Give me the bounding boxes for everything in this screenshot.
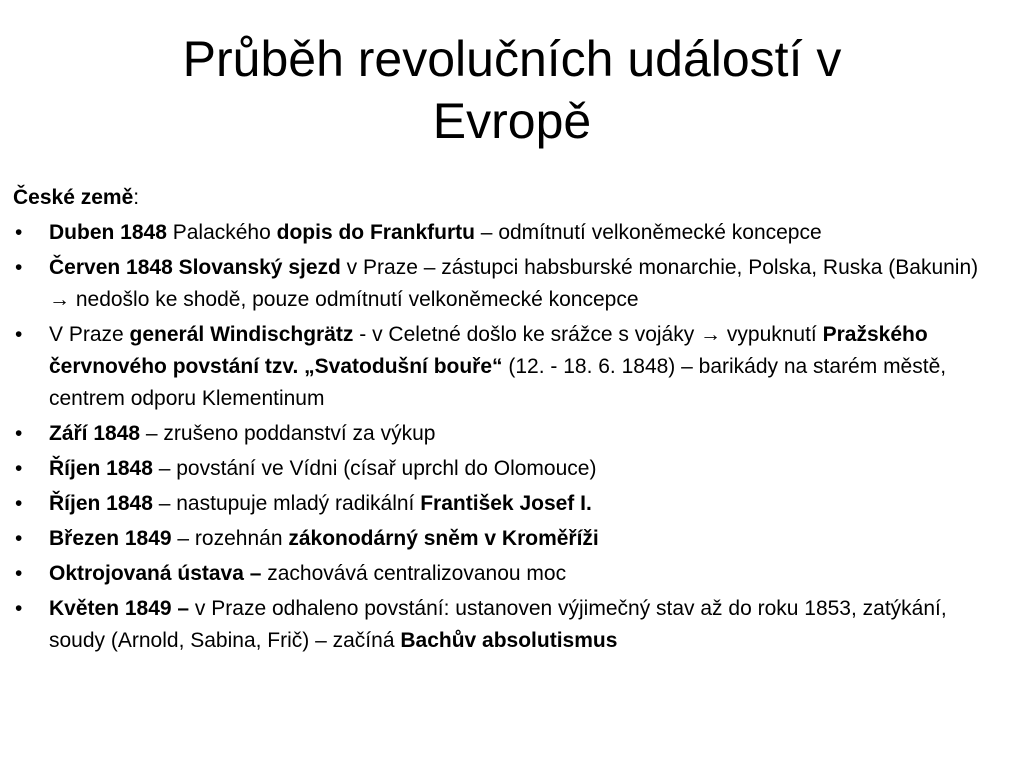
text: v Praze odhaleno povstání: ustanoven výjimečný stav až do roku 1853, zatýkání, soudy (Arnold, Sabina, Frič) – začíná (49, 597, 947, 652)
section-heading-colon: : (133, 186, 140, 209)
list-item (13, 319, 1003, 415)
text: (12. - 18. 6. 1848) – barikády na starém městě, centrem odporu Klementinum (49, 355, 947, 410)
bullet-list (13, 217, 1003, 657)
list-item (13, 593, 1003, 657)
bullet-marker: • (15, 323, 23, 346)
list-item (13, 252, 1003, 316)
bullet-marker: • (15, 457, 23, 480)
section-heading (13, 182, 1003, 214)
slide-title-line-1: Průběh revolučních událostí v (182, 31, 842, 87)
slide-title-line-2: Evropě (432, 93, 592, 149)
bold-text: Pražského červnového povstání tzv. „Svatodušní bouře“ (49, 323, 928, 378)
bold-text: Květen 1849 – (49, 597, 190, 620)
text: – rozehnán (171, 527, 289, 550)
text: zachovává centralizovanou moc (261, 562, 567, 585)
bold-text: Říjen 1848 (49, 492, 153, 515)
bold-text: Březen 1849 (49, 527, 172, 550)
text: v Praze – zástupci habsburské monarchie, Polska, Ruska (Bakunin) → nedošlo ke shodě, pouze odmítnutí velkoněmecké koncepce (49, 256, 979, 311)
bullet-marker: • (15, 492, 23, 515)
text: – povstání ve Vídni (císař uprchl do Olomouce) (152, 457, 597, 480)
bullet-marker: • (15, 562, 23, 585)
slide-title (0, 28, 1024, 152)
list-item (13, 453, 1003, 485)
bold-text: Říjen 1848 (49, 457, 153, 480)
bullet-marker: • (15, 221, 23, 244)
bold-text: Oktrojovaná ústava – (49, 562, 262, 585)
bullet-marker: • (15, 256, 23, 279)
text: - v Celetné došlo ke srážce s vojáky → vypuknutí (353, 323, 823, 346)
bold-text: Bachův absolutismus (400, 629, 618, 652)
list-item (13, 418, 1003, 450)
list-item (13, 523, 1003, 555)
text: V Praze (49, 323, 130, 346)
slide-content (13, 182, 1003, 660)
list-item (13, 558, 1003, 590)
bullet-marker: • (15, 527, 23, 550)
text: – zrušeno poddanství za výkup (140, 422, 436, 445)
bold-text: Duben 1848 (49, 221, 167, 244)
text: – nastupuje mladý radikální (152, 492, 421, 515)
bullet-marker: • (15, 597, 23, 620)
bold-text: František Josef I. (420, 492, 592, 515)
list-item (13, 488, 1003, 520)
list-item (13, 217, 1003, 249)
bold-text: Září 1848 (49, 422, 141, 445)
bullet-marker: • (15, 422, 23, 445)
bold-text: Červen 1848 Slovanský sjezd (49, 256, 341, 279)
bold-text: generál Windischgrätz (129, 323, 354, 346)
section-heading-label: České země (13, 186, 134, 209)
bold-text: zákonodárný sněm v Kroměříži (288, 527, 599, 550)
text: – odmítnutí velkoněmecké koncepce (474, 221, 822, 244)
bold-text: dopis do Frankfurtu (276, 221, 475, 244)
text: Palackého (166, 221, 277, 244)
